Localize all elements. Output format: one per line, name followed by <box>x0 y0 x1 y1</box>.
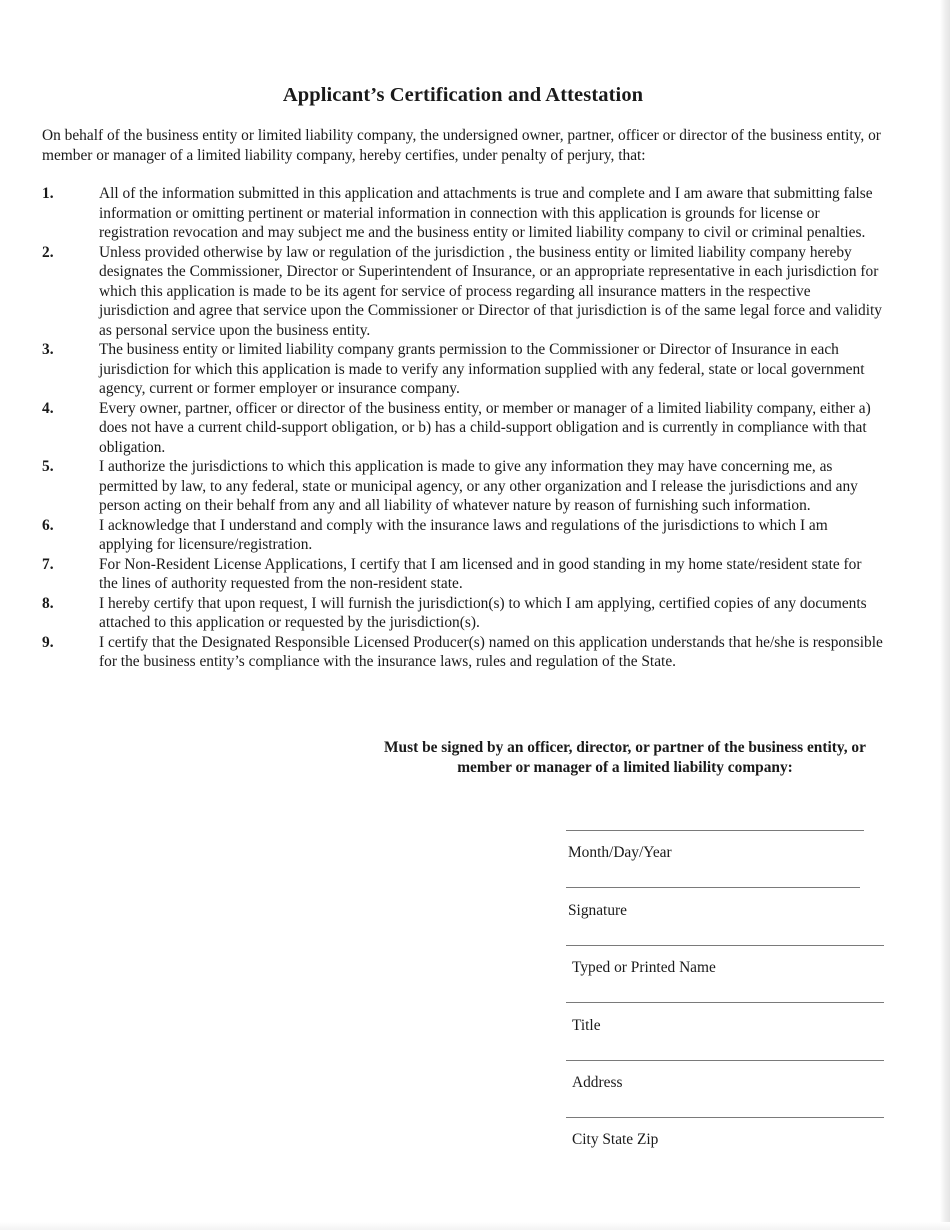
signature-line[interactable] <box>566 887 860 888</box>
list-item <box>42 243 884 341</box>
page-edge-shadow <box>940 0 950 1230</box>
list-item <box>42 516 884 555</box>
item-number: 1. <box>42 185 54 202</box>
address-line[interactable] <box>566 1060 884 1061</box>
item-text: All of the information submitted in this application and attachments is true and complete and I am aware that submitting false information or omitting pertinent or material information in connection with this application is grounds for license or registration revocation and may subject me and the business entity or limited liability company to civil or criminal penalties. <box>99 185 873 241</box>
item-number: 5. <box>42 458 54 475</box>
list-item <box>42 633 884 672</box>
page-bottom-shadow <box>0 1222 950 1230</box>
list-item <box>42 555 884 594</box>
signature-instruction: Must be signed by an officer, director, or partner of the business entity, or member or manager of a limited liability company: <box>384 739 866 776</box>
list-item <box>42 399 884 458</box>
item-text: I certify that the Designated Responsible Licensed Producer(s) named on this application understands that he/she is responsible for the business entity’s compliance with the insurance laws, rules and regulation of the State. <box>99 633 883 670</box>
item-text: For Non-Resident License Applications, I certify that I am licensed and in good standing in my home state/resident state for the lines of authority requested from the non-resident state. <box>99 555 862 592</box>
item-text: The business entity or limited liability company grants permission to the Commissioner or Director of Insurance in each jurisdiction for which this application is made to verify any information supplied with any federal, state or local government agency, current or former employer or insurance company. <box>99 341 865 397</box>
title-label: Title <box>572 1017 601 1034</box>
list-item <box>42 457 884 516</box>
item-text: Unless provided otherwise by law or regulation of the jurisdiction , the business entity or limited liability company hereby designates the Commissioner, Director or Superintendent of Insurance, or an appropriate representative in each jurisdiction for which this application is made to be its agent for service of process regarding all insurance matters in the respective jurisdiction and agree that service upon the Commissioner or Director of that jurisdiction is of the same legal force and validity as personal service upon the business entity. <box>99 243 882 339</box>
certification-list <box>42 184 884 672</box>
item-number: 8. <box>42 594 54 612</box>
printed-name-label: Typed or Printed Name <box>572 959 716 976</box>
date-line[interactable] <box>566 830 864 831</box>
list-item <box>42 340 884 399</box>
item-number: 7. <box>42 555 54 573</box>
page-title: Applicant’s Certification and Attestation <box>282 84 644 106</box>
address-label: Address <box>572 1074 623 1091</box>
item-text: Every owner, partner, officer or director of the business entity, or member or manager of a limited liability company, either a) does not have a current child-support obligation, or b) has a child-support obligation and is currently in compliance with that obligation. <box>99 399 871 456</box>
item-number: 9. <box>42 633 54 651</box>
printed-name-line[interactable] <box>566 945 884 946</box>
item-text: I hereby certify that upon request, I will furnish the jurisdiction(s) to which I am applying, certified copies of any documents attached to this application or requested by the jurisdiction(s). <box>99 594 867 631</box>
date-label: Month/Day/Year <box>568 844 672 861</box>
item-number: 3. <box>42 341 54 358</box>
city-state-zip-label: City State Zip <box>572 1131 659 1148</box>
item-text: I acknowledge that I understand and comply with the insurance laws and regulations of the jurisdictions to which I am applying for licensure/registration. <box>99 516 828 553</box>
title-line[interactable] <box>566 1002 884 1003</box>
intro-paragraph: On behalf of the business entity or limited liability company, the undersigned owner, partner, officer or director of the business entity, or member or manager of a limited liability company, hereby certifies, under penalty of perjury, that: <box>42 127 881 164</box>
item-number: 2. <box>42 243 54 261</box>
item-number: 6. <box>42 516 54 534</box>
item-number: 4. <box>42 399 54 417</box>
item-text: I authorize the jurisdictions to which this application is made to give any information they may have concerning me, as permitted by law, to any federal, state or municipal agency, or any other organization and I release the jurisdictions and any person acting on their behalf from any and all liability of whatever nature by reason of furnishing such information. <box>99 458 858 514</box>
city-state-zip-line[interactable] <box>566 1117 884 1118</box>
signature-label: Signature <box>568 902 627 919</box>
list-item <box>42 594 884 633</box>
list-item <box>42 184 884 243</box>
